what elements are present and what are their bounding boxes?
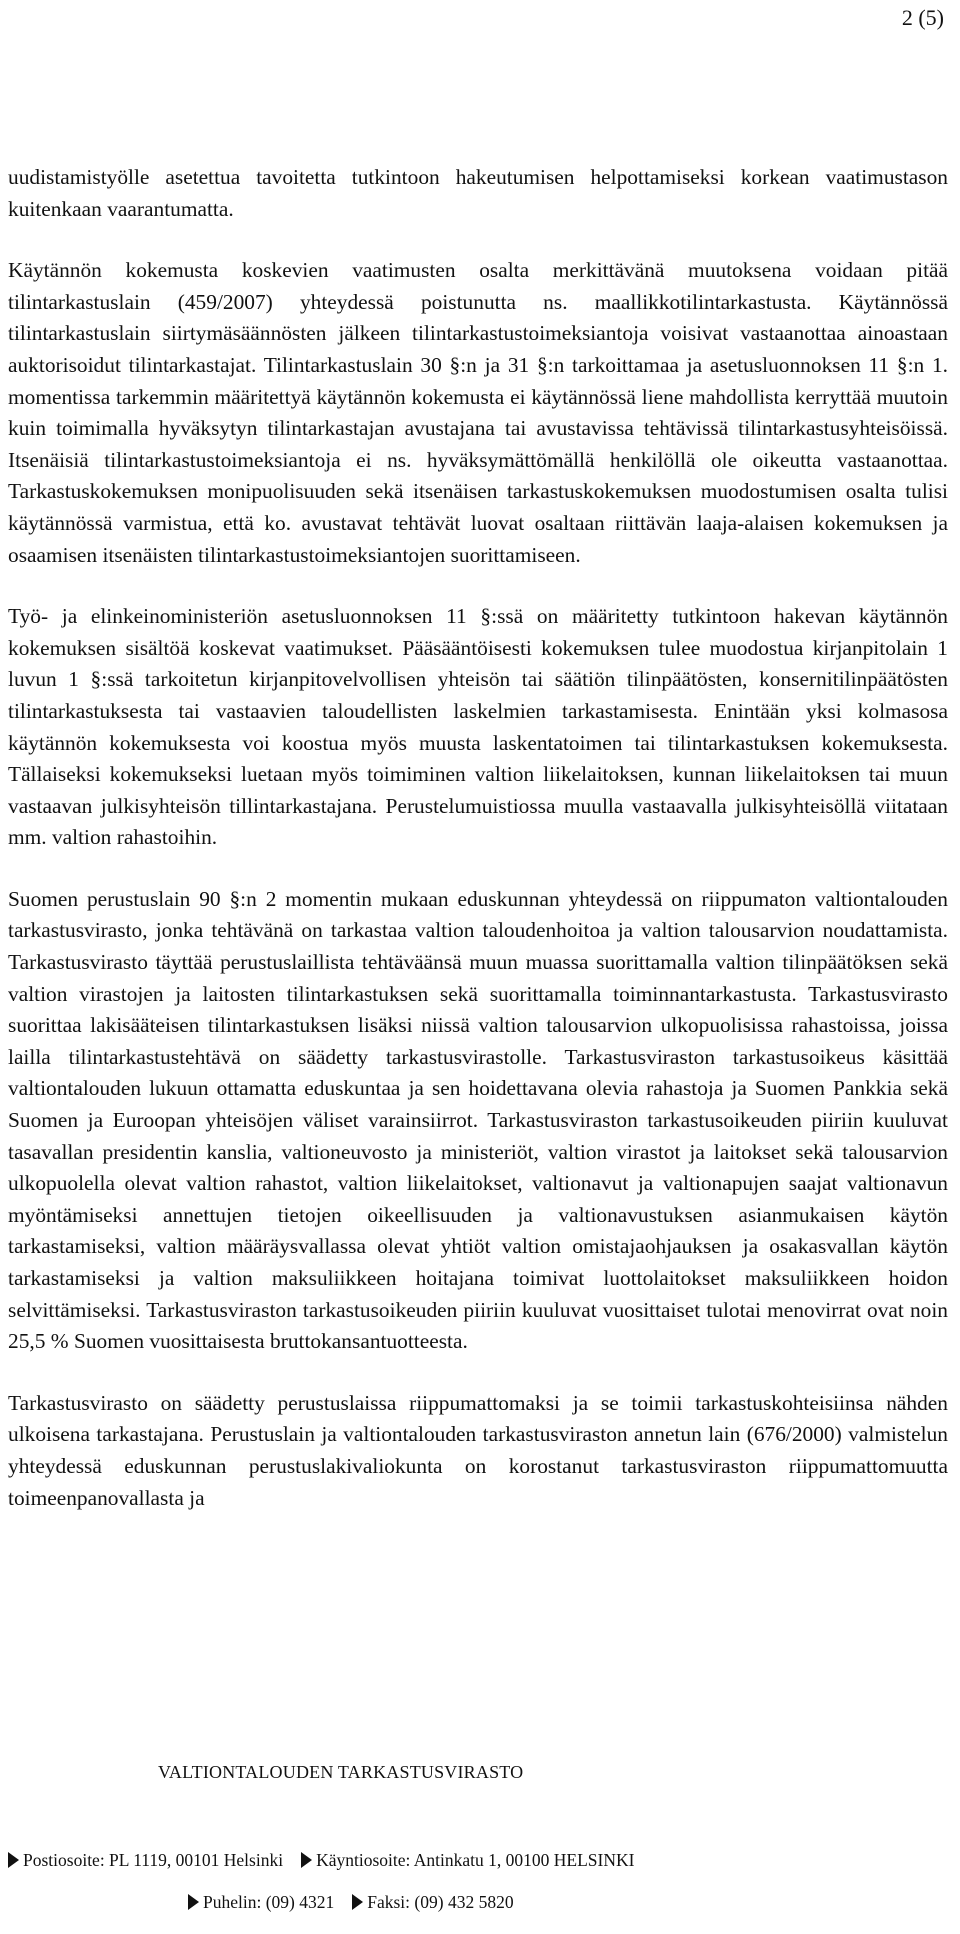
arrow-right-icon [8,1852,19,1868]
footer-fax [352,1890,513,1914]
paragraph-4: Suomen perustuslain 90 §:n 2 momentin mukaan eduskunnan yhteydessä on riippumaton valtiontalouden tarkastusvirasto, jonka tehtävänä on tarkastaa valtion taloudenhoitoa ja valtion talousarvion noudattamista. Tarkastusvirasto täyttää perustuslaillista tehtäväänsä muun muassa suorittamalla valtion tilinpäätöksen sekä valtion virastojen ja laitosten tilintarkastuksen sekä suorittamalla toiminnantarkastusta. Tarkastusvirasto suorittaa lakisääteisen tilintarkastuksen lisäksi niissä valtion talousarvion ulkopuolisissa rahastoissa, joissa lailla tilintarkastustehtävä on säädetty tarkastusvirastolle. Tarkastusviraston tarkastusoikeus käsittää valtiontalouden lukuun ottamatta eduskuntaa ja sen hoidettavana olevia rahastoja ja Suomen Pankkia sekä Suomen ja Euroopan yhteisöjen väliset varainsiirrot. Tarkastusviraston tarkastusoikeuden piiriin kuuluvat tasavallan presidentin kanslia, valtioneuvosto ja ministeriöt, valtion virastot ja laitokset sekä talousarvion ulkopuolella olevat valtion rahastot, valtion liikelaitokset, valtionavut ja valtionapujen saajat valtionavun myöntämiseksi annettujen tietojen oikeellisuuden ja valtionavustuksen asianmukaisen käytön tarkastamiseksi, valtion määräysvallassa olevat yhtiöt valtion omistajaohjauksen ja osakasvallan käytön tarkastamiseksi ja valtion maksuliikkeen hoitajana toimivat luottolaitokset maksuliikkeen hoidon selvittämiseksi. Tarkastusviraston tarkastusoikeuden piiriin kuuluvat vuosittaiset tulotai menovirrat ovat noin 25,5 % Suomen vuosittaisesta bruttokansantuotteesta. [8,886,948,1354]
postal-address-text: Postiosoite: PL 1119, 00101 Helsinki [23,1850,284,1870]
phone-text: Puhelin: (09) 4321 [203,1892,335,1912]
fax-text: Faksi: (09) 432 5820 [367,1892,514,1912]
arrow-right-icon [352,1894,363,1910]
arrow-right-icon [301,1852,312,1868]
footer-postal-address [8,1848,283,1872]
paragraph-3: Työ- ja elinkeinoministeriön asetusluonnoksen 11 §:ssä on määritetty tutkintoon hakevan käytännön kokemuksen sisältöä koskevat vaatimukset. Pääsääntöisesti kokemuksen tulee muodostua kirjanpitolain 1 luvun 1 §:ssä tarkoitetun kirjanpitovelvollisen yhteisön tai säätiön tilinpäätösten, konsernitilinpäätösten tilintarkastuksesta tai vastaavien taloudellisten laskelmien tarkastamisesta. Enintään yksi kolmasosa käytännön kokemuksesta voi koostua myös muusta laskentatoimen tai tilintarkastuksen kokemuksesta. Tällaiseksi kokemukseksi luetaan myös toimiminen valtion liikelaitoksen, kunnan liikelaitoksen tai muun vastaavan julkisyhteisön tillintarkastajana. Perustelumuistiossa muulla vastaavalla julkisyhteisöllä viitataan mm. valtion rahastoihin. [8,604,948,850]
arrow-right-icon [188,1894,199,1910]
footer-address-line [8,1848,952,1872]
footer-organization: VALTIONTALOUDEN TARKASTUSVIRASTO [158,1762,524,1782]
visiting-address-text: Käyntiosoite: Antinkatu 1, 00100 HELSINKI [316,1850,635,1870]
paragraph-1: uudistamistyölle asetettua tavoitetta tutkintoon hakeutumisen helpottamiseksi korkean vaatimustason kuitenkaan vaarantumatta. [8,165,948,221]
footer-phone [188,1890,334,1914]
paragraph-2: Käytännön kokemusta koskevien vaatimusten osalta merkittävänä muutoksena voidaan pitää tilintarkastuslain (459/2007) yhteydessä poistunutta ns. maallikkotilintarkastusta. Käytännössä tilintarkastuslain siirtymäsäännösten jälkeen tilintarkastustoimeksiantoja voisivat vastaanottaa ainoastaan auktorisoidut tilintarkastajat. Tilintarkastuslain 30 §:n ja 31 §:n tarkoittamaa ja asetusluonnoksen 11 §:n 1. momentissa tarkemmin määritettyä käytännön kokemusta ei käytännössä liene mahdollista kerryttää muutoin kuin toimimalla hyväksytyn tilintarkastajan avustajana tai avustavissa tehtävissä tilintarkastusyhteisöissä. Itsenäisiä tilintarkastustoimeksiantoja ei ns. hyväksymättömällä henkilöllä ole oikeutta vastaanottaa. Tarkastuskokemuksen monipuolisuuden sekä itsenäisen tarkastuskokemuksen muodostumisen osalta tulisi käytännössä varmistua, että ko. avustavat tehtävät luovat osaltaan riittävän laaja-alaisen kokemuksen ja osaamisen itsenäisten tilintarkastustoimeksiantojen suorittamiseen. [8,258,948,567]
page-number: 2 (5) [901,5,944,30]
document-body [8,162,948,1514]
paragraph-5: Tarkastusvirasto on säädetty perustuslaissa riippumattomaksi ja se toimii tarkastuskohteisiinsa nähden ulkoisena tarkastajana. Perustuslain ja valtiontalouden tarkastusviraston annetun lain (676/2000) valmistelun yhteydessä eduskunnan perustuslakivaliokunta on korostanut tarkastusviraston riippumattomuutta toimeenpanovallasta ja [8,1390,948,1510]
footer-contact-line [8,1890,952,1914]
footer-visiting-address [301,1848,634,1872]
